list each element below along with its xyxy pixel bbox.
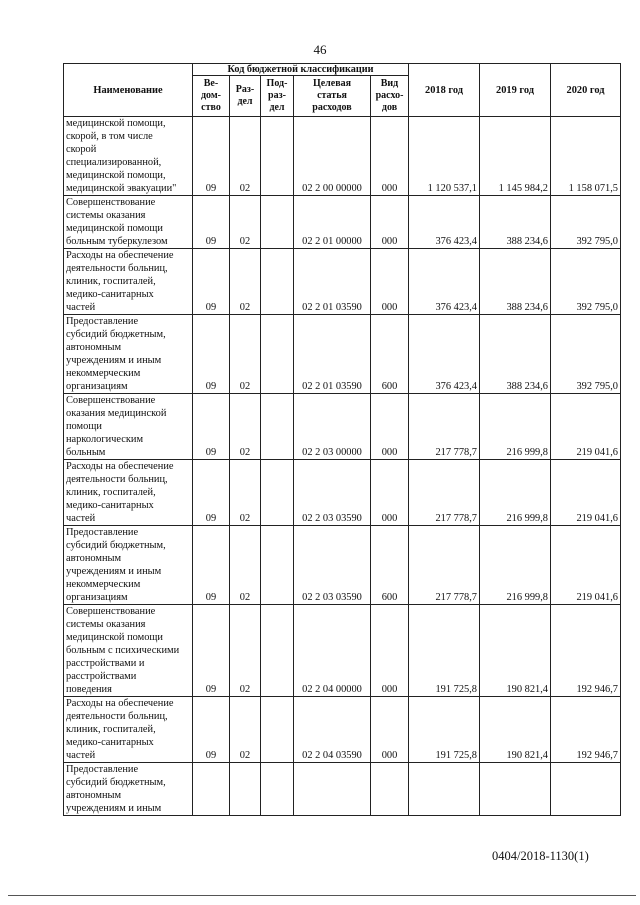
row-subsection xyxy=(261,460,294,526)
row-2018 xyxy=(409,763,480,816)
row-expense-type: 000 xyxy=(371,697,409,763)
row-subsection xyxy=(261,763,294,816)
row-subsection xyxy=(261,315,294,394)
row-ministry: 09 xyxy=(193,196,230,249)
row-target-article: 02 2 03 00000 xyxy=(294,394,371,460)
row-name: медицинской помощи, скорой, в том числе скорой специализированной, медицинской помощи, медицинской эвакуации" xyxy=(64,117,193,196)
row-expense-type: 000 xyxy=(371,196,409,249)
row-section: 02 xyxy=(230,315,261,394)
row-2018: 376 423,4 xyxy=(409,315,480,394)
row-ministry: 09 xyxy=(193,394,230,460)
row-section: 02 xyxy=(230,249,261,315)
row-2018: 217 778,7 xyxy=(409,460,480,526)
table-row xyxy=(64,196,621,249)
row-2018: 191 725,8 xyxy=(409,697,480,763)
row-2019: 1 145 984,2 xyxy=(480,117,551,196)
row-expense-type xyxy=(371,763,409,816)
row-2019: 388 234,6 xyxy=(480,196,551,249)
row-subsection xyxy=(261,249,294,315)
row-2018: 376 423,4 xyxy=(409,249,480,315)
row-target-article xyxy=(294,763,371,816)
header-subsection: Под- раз- дел xyxy=(261,76,294,117)
row-2019: 190 821,4 xyxy=(480,697,551,763)
row-expense-type: 000 xyxy=(371,394,409,460)
row-2018: 1 120 537,1 xyxy=(409,117,480,196)
table-row xyxy=(64,394,621,460)
row-2019 xyxy=(480,763,551,816)
row-subsection xyxy=(261,196,294,249)
row-ministry: 09 xyxy=(193,526,230,605)
row-expense-type: 000 xyxy=(371,605,409,697)
row-target-article: 02 2 04 03590 xyxy=(294,697,371,763)
budget-table xyxy=(63,63,621,816)
row-expense-type: 600 xyxy=(371,526,409,605)
table-row xyxy=(64,526,621,605)
row-2020: 219 041,6 xyxy=(551,460,621,526)
row-target-article: 02 2 01 03590 xyxy=(294,249,371,315)
row-name: Совершенствование системы оказания медицинской помощи больным с психическими расстройствами и расстройствами поведения xyxy=(64,605,193,697)
row-section xyxy=(230,763,261,816)
row-target-article: 02 2 04 00000 xyxy=(294,605,371,697)
row-2018: 217 778,7 xyxy=(409,526,480,605)
header-target-article: Целевая статья расходов xyxy=(294,76,371,117)
row-2020: 1 158 071,5 xyxy=(551,117,621,196)
row-name: Расходы на обеспечение деятельности больниц, клиник, госпиталей, медико-санитарных частей xyxy=(64,249,193,315)
row-expense-type: 000 xyxy=(371,460,409,526)
page-number: 46 xyxy=(313,42,327,57)
header-section: Раз- дел xyxy=(230,76,261,117)
row-name: Предоставление субсидий бюджетным, автономным учреждениям и иным xyxy=(64,763,193,816)
row-2018: 376 423,4 xyxy=(409,196,480,249)
table-row xyxy=(64,117,621,196)
row-2020: 192 946,7 xyxy=(551,697,621,763)
row-ministry: 09 xyxy=(193,460,230,526)
row-subsection xyxy=(261,526,294,605)
table-row xyxy=(64,763,621,816)
table-row xyxy=(64,315,621,394)
row-section: 02 xyxy=(230,196,261,249)
row-section: 02 xyxy=(230,117,261,196)
row-subsection xyxy=(261,117,294,196)
bottom-rule xyxy=(8,895,636,896)
row-section: 02 xyxy=(230,526,261,605)
row-subsection xyxy=(261,394,294,460)
row-2020: 392 795,0 xyxy=(551,196,621,249)
row-2019: 216 999,8 xyxy=(480,460,551,526)
row-2020: 192 946,7 xyxy=(551,605,621,697)
row-name: Расходы на обеспечение деятельности больниц, клиник, госпиталей, медико-санитарных частей xyxy=(64,697,193,763)
row-ministry: 09 xyxy=(193,605,230,697)
row-2020: 219 041,6 xyxy=(551,394,621,460)
table-row xyxy=(64,697,621,763)
row-2018: 217 778,7 xyxy=(409,394,480,460)
row-2018: 191 725,8 xyxy=(409,605,480,697)
row-name: Предоставление субсидий бюджетным, автономным учреждениям и иным некоммерческим организациям xyxy=(64,526,193,605)
row-name: Совершенствование оказания медицинской помощи наркологическим больным xyxy=(64,394,193,460)
row-ministry: 09 xyxy=(193,249,230,315)
row-ministry: 09 xyxy=(193,315,230,394)
row-target-article: 02 2 01 00000 xyxy=(294,196,371,249)
row-2020: 392 795,0 xyxy=(551,315,621,394)
row-expense-type: 000 xyxy=(371,117,409,196)
row-ministry xyxy=(193,763,230,816)
table-row xyxy=(64,460,621,526)
header-ministry: Ве- дом- ство xyxy=(193,76,230,117)
row-2020: 392 795,0 xyxy=(551,249,621,315)
row-section: 02 xyxy=(230,460,261,526)
row-expense-type: 600 xyxy=(371,315,409,394)
row-section: 02 xyxy=(230,697,261,763)
header-2019: 2019 год xyxy=(480,64,551,117)
row-section: 02 xyxy=(230,394,261,460)
row-name: Совершенствование системы оказания медицинской помощи больным туберкулезом xyxy=(64,196,193,249)
row-2019: 190 821,4 xyxy=(480,605,551,697)
row-ministry: 09 xyxy=(193,117,230,196)
row-name: Расходы на обеспечение деятельности больниц, клиник, госпиталей, медико-санитарных частей xyxy=(64,460,193,526)
header-classification-group: Код бюджетной классификации xyxy=(193,64,409,76)
row-2019: 216 999,8 xyxy=(480,394,551,460)
header-2020: 2020 год xyxy=(551,64,621,117)
header-expense-type: Вид расхо- дов xyxy=(371,76,409,117)
table-row xyxy=(64,605,621,697)
header-name: Наименование xyxy=(64,64,193,117)
row-subsection xyxy=(261,697,294,763)
row-target-article: 02 2 01 03590 xyxy=(294,315,371,394)
row-target-article: 02 2 03 03590 xyxy=(294,460,371,526)
row-2019: 388 234,6 xyxy=(480,249,551,315)
document-code: 0404/2018-1130(1) xyxy=(492,849,589,863)
row-section: 02 xyxy=(230,605,261,697)
row-2019: 216 999,8 xyxy=(480,526,551,605)
row-2019: 388 234,6 xyxy=(480,315,551,394)
row-ministry: 09 xyxy=(193,697,230,763)
row-2020 xyxy=(551,763,621,816)
row-target-article: 02 2 00 00000 xyxy=(294,117,371,196)
row-expense-type: 000 xyxy=(371,249,409,315)
table-row xyxy=(64,249,621,315)
row-2020: 219 041,6 xyxy=(551,526,621,605)
row-name: Предоставление субсидий бюджетным, автономным учреждениям и иным некоммерческим организациям xyxy=(64,315,193,394)
row-target-article: 02 2 03 03590 xyxy=(294,526,371,605)
header-2018: 2018 год xyxy=(409,64,480,117)
row-subsection xyxy=(261,605,294,697)
